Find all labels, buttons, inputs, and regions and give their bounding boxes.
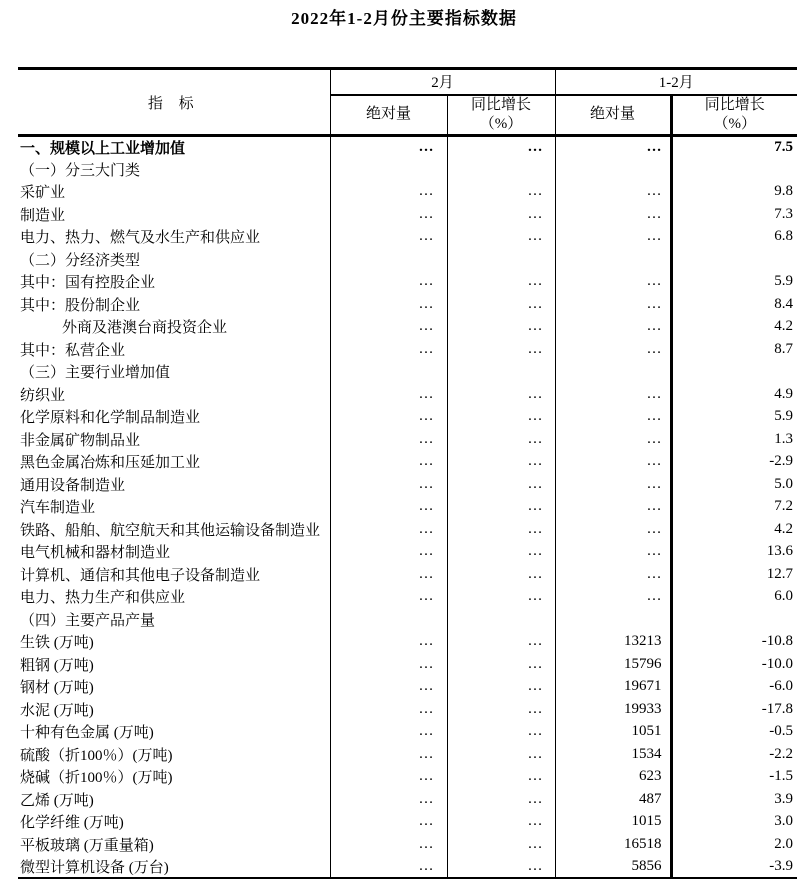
table-row <box>18 608 797 631</box>
header-group-row <box>18 69 797 95</box>
row-label: 钢材 (万吨) <box>20 680 94 697</box>
janfeb-yoy-cell: -0.5 <box>671 721 797 744</box>
feb-absolute-cell: … <box>330 226 447 249</box>
feb-absolute-header: 绝对量 <box>330 95 447 136</box>
feb-yoy-cell: … <box>447 721 555 744</box>
table-row <box>18 676 797 699</box>
row-label: 制造业 <box>20 207 66 224</box>
feb-yoy-header <box>447 95 555 136</box>
janfeb-yoy-cell: 1.3 <box>671 428 797 451</box>
table-row <box>18 698 797 721</box>
feb-yoy-cell: … <box>447 271 555 294</box>
janfeb-absolute-cell: … <box>555 496 671 519</box>
janfeb-yoy-cell: -3.9 <box>671 856 797 879</box>
row-label: 十种有色金属 (万吨) <box>20 725 154 742</box>
feb-yoy-cell: … <box>447 226 555 249</box>
janfeb-absolute-cell <box>555 361 671 384</box>
table-row <box>18 361 797 384</box>
table-row <box>18 338 797 361</box>
row-label: 水泥 (万吨) <box>20 702 94 719</box>
feb-yoy-cell: … <box>447 451 555 474</box>
table-row <box>18 248 797 271</box>
feb-absolute-cell: … <box>330 316 447 339</box>
feb-yoy-cell: … <box>447 833 555 856</box>
table-row <box>18 856 797 879</box>
janfeb-absolute-cell: 19933 <box>555 698 671 721</box>
janfeb-absolute-cell: 1534 <box>555 743 671 766</box>
feb-absolute-cell: … <box>330 271 447 294</box>
table-row <box>18 451 797 474</box>
feb-yoy-cell: … <box>447 383 555 406</box>
feb-absolute-cell: … <box>330 833 447 856</box>
table-row <box>18 811 797 834</box>
janfeb-yoy-cell: -2.9 <box>671 451 797 474</box>
janfeb-absolute-cell <box>555 608 671 631</box>
janfeb-yoy-header <box>671 95 797 136</box>
janfeb-group-header: 1-2月 <box>555 69 797 95</box>
janfeb-absolute-cell: … <box>555 541 671 564</box>
janfeb-yoy-cell: -2.2 <box>671 743 797 766</box>
feb-yoy-cell: … <box>447 406 555 429</box>
janfeb-yoy-cell: 13.6 <box>671 541 797 564</box>
feb-absolute-cell: … <box>330 653 447 676</box>
table-row <box>18 136 797 159</box>
table-row <box>18 473 797 496</box>
janfeb-yoy-cell <box>671 158 797 181</box>
janfeb-absolute-cell: 13213 <box>555 631 671 654</box>
janfeb-yoy-cell: 6.0 <box>671 586 797 609</box>
janfeb-absolute-cell: 5856 <box>555 856 671 879</box>
feb-absolute-cell: … <box>330 743 447 766</box>
row-label: 硫酸（折100％）(万吨) <box>20 747 173 764</box>
janfeb-absolute-cell: … <box>555 383 671 406</box>
table-row <box>18 383 797 406</box>
feb-yoy-cell: … <box>447 473 555 496</box>
feb-yoy-cell: … <box>447 203 555 226</box>
feb-yoy-cell <box>447 248 555 271</box>
feb-yoy-cell: … <box>447 541 555 564</box>
janfeb-absolute-cell <box>555 248 671 271</box>
row-label: 黑色金属冶炼和压延加工业 <box>20 455 201 472</box>
indicators-table <box>18 67 797 879</box>
row-label: 其中：股份制企业 <box>20 297 141 314</box>
janfeb-absolute-cell: 19671 <box>555 676 671 699</box>
table-row <box>18 541 797 564</box>
table-row <box>18 181 797 204</box>
feb-absolute-cell: … <box>330 496 447 519</box>
feb-yoy-cell: … <box>447 653 555 676</box>
feb-absolute-cell: … <box>330 473 447 496</box>
janfeb-absolute-cell: … <box>555 518 671 541</box>
janfeb-yoy-cell: -1.5 <box>671 766 797 789</box>
janfeb-yoy-cell: 8.4 <box>671 293 797 316</box>
feb-absolute-cell: … <box>330 586 447 609</box>
janfeb-absolute-cell: 623 <box>555 766 671 789</box>
row-label: （二）分经济类型 <box>20 252 141 269</box>
row-label: 烧碱（折100％）(万吨) <box>20 770 173 787</box>
row-label: 平板玻璃 (万重量箱) <box>20 837 154 854</box>
table-row <box>18 518 797 541</box>
table-header <box>18 69 797 136</box>
janfeb-absolute-cell: … <box>555 136 671 159</box>
feb-absolute-cell: … <box>330 451 447 474</box>
janfeb-yoy-cell: 3.9 <box>671 788 797 811</box>
janfeb-absolute-cell: … <box>555 293 671 316</box>
janfeb-yoy-cell: 4.2 <box>671 518 797 541</box>
feb-absolute-cell: … <box>330 406 447 429</box>
row-label: 采矿业 <box>20 185 66 202</box>
janfeb-yoy-cell: 7.2 <box>671 496 797 519</box>
yoy-header-line1: 同比增长 <box>704 96 765 113</box>
table-row <box>18 563 797 586</box>
yoy-header-line2: （%） <box>713 115 757 132</box>
feb-yoy-cell: … <box>447 743 555 766</box>
janfeb-yoy-cell <box>671 248 797 271</box>
row-label: 微型计算机设备 (万台) <box>20 859 169 876</box>
feb-absolute-cell: … <box>330 721 447 744</box>
janfeb-yoy-cell: -6.0 <box>671 676 797 699</box>
table-row <box>18 316 797 339</box>
table-row <box>18 496 797 519</box>
janfeb-yoy-cell: 2.0 <box>671 833 797 856</box>
janfeb-yoy-cell: -10.0 <box>671 653 797 676</box>
janfeb-yoy-cell: 5.0 <box>671 473 797 496</box>
table-row <box>18 226 797 249</box>
janfeb-yoy-cell: 12.7 <box>671 563 797 586</box>
feb-absolute-cell: … <box>330 518 447 541</box>
feb-yoy-cell: … <box>447 316 555 339</box>
feb-yoy-cell: … <box>447 676 555 699</box>
table-row <box>18 293 797 316</box>
janfeb-absolute-cell: … <box>555 428 671 451</box>
row-label: （一）分三大门类 <box>20 162 141 179</box>
table-row <box>18 653 797 676</box>
table-row <box>18 631 797 654</box>
feb-absolute-cell: … <box>330 766 447 789</box>
table-row <box>18 721 797 744</box>
feb-absolute-cell: … <box>330 136 447 159</box>
janfeb-absolute-cell: … <box>555 586 671 609</box>
row-label: 通用设备制造业 <box>20 477 126 494</box>
janfeb-absolute-cell: 1051 <box>555 721 671 744</box>
janfeb-yoy-cell: 5.9 <box>671 406 797 429</box>
janfeb-absolute-cell: 15796 <box>555 653 671 676</box>
row-label: 电气机械和器材制造业 <box>20 545 171 562</box>
table-row <box>18 586 797 609</box>
row-label: 粗钢 (万吨) <box>20 657 94 674</box>
feb-absolute-cell: … <box>330 856 447 879</box>
feb-absolute-cell: … <box>330 676 447 699</box>
feb-absolute-cell: … <box>330 383 447 406</box>
feb-yoy-cell: … <box>447 496 555 519</box>
janfeb-yoy-cell: 4.2 <box>671 316 797 339</box>
row-label: （三）主要行业增加值 <box>20 365 171 382</box>
row-label: 其中：私营企业 <box>20 342 126 359</box>
row-label: 电力、热力、燃气及水生产和供应业 <box>20 230 261 247</box>
feb-absolute-cell: … <box>330 203 447 226</box>
janfeb-absolute-cell: 487 <box>555 788 671 811</box>
feb-absolute-cell: … <box>330 293 447 316</box>
janfeb-yoy-cell <box>671 361 797 384</box>
janfeb-absolute-cell: 16518 <box>555 833 671 856</box>
feb-absolute-cell: … <box>330 541 447 564</box>
feb-yoy-cell: … <box>447 811 555 834</box>
table-row <box>18 158 797 181</box>
row-label: 计算机、通信和其他电子设备制造业 <box>20 567 261 584</box>
janfeb-yoy-cell: -10.8 <box>671 631 797 654</box>
feb-yoy-cell <box>447 361 555 384</box>
janfeb-absolute-cell: … <box>555 316 671 339</box>
feb-yoy-cell <box>447 608 555 631</box>
feb-absolute-cell: … <box>330 181 447 204</box>
janfeb-yoy-cell: -17.8 <box>671 698 797 721</box>
feb-absolute-cell: … <box>330 631 447 654</box>
feb-yoy-cell: … <box>447 631 555 654</box>
table-row <box>18 743 797 766</box>
janfeb-absolute-cell <box>555 158 671 181</box>
feb-yoy-cell: … <box>447 856 555 879</box>
janfeb-absolute-cell: … <box>555 451 671 474</box>
page-title: 2022年1-2月份主要指标数据 <box>291 9 517 28</box>
row-label: （四）主要产品产量 <box>20 612 156 629</box>
feb-absolute-cell <box>330 248 447 271</box>
row-label: 非金属矿物制品业 <box>20 432 141 449</box>
feb-absolute-cell: … <box>330 811 447 834</box>
janfeb-yoy-cell: 9.8 <box>671 181 797 204</box>
feb-yoy-cell <box>447 158 555 181</box>
feb-yoy-cell: … <box>447 586 555 609</box>
janfeb-absolute-cell: 1015 <box>555 811 671 834</box>
janfeb-absolute-cell: … <box>555 338 671 361</box>
janfeb-yoy-cell: 7.5 <box>671 136 797 159</box>
feb-yoy-cell: … <box>447 563 555 586</box>
feb-yoy-cell: … <box>447 136 555 159</box>
feb-absolute-cell: … <box>330 698 447 721</box>
table-row <box>18 271 797 294</box>
row-label: 其中：国有控股企业 <box>20 275 156 292</box>
janfeb-absolute-header: 绝对量 <box>555 95 671 136</box>
feb-absolute-cell: … <box>330 428 447 451</box>
janfeb-yoy-cell: 5.9 <box>671 271 797 294</box>
janfeb-absolute-cell: … <box>555 226 671 249</box>
feb-absolute-cell <box>330 608 447 631</box>
janfeb-yoy-cell: 7.3 <box>671 203 797 226</box>
feb-yoy-cell: … <box>447 766 555 789</box>
table-row <box>18 833 797 856</box>
feb-yoy-cell: … <box>447 698 555 721</box>
janfeb-yoy-cell: 6.8 <box>671 226 797 249</box>
table-row <box>18 428 797 451</box>
table-row <box>18 406 797 429</box>
janfeb-absolute-cell: … <box>555 203 671 226</box>
feb-absolute-cell: … <box>330 788 447 811</box>
row-label: 汽车制造业 <box>20 500 96 517</box>
feb-yoy-cell: … <box>447 181 555 204</box>
table-row <box>18 788 797 811</box>
yoy-header-line1: 同比增长 <box>471 96 532 113</box>
janfeb-absolute-cell: … <box>555 181 671 204</box>
janfeb-absolute-cell: … <box>555 271 671 294</box>
row-label: 外商及港澳台商投资企业 <box>62 320 228 337</box>
table-row <box>18 766 797 789</box>
janfeb-absolute-cell: … <box>555 406 671 429</box>
table-body <box>18 136 797 879</box>
feb-yoy-cell: … <box>447 518 555 541</box>
feb-yoy-cell: … <box>447 293 555 316</box>
feb-absolute-cell <box>330 361 447 384</box>
feb-yoy-cell: … <box>447 338 555 361</box>
feb-absolute-cell: … <box>330 338 447 361</box>
janfeb-yoy-cell: 8.7 <box>671 338 797 361</box>
row-label: 铁路、船舶、航空航天和其他运输设备制造业 <box>20 522 321 539</box>
feb-yoy-cell: … <box>447 788 555 811</box>
feb-absolute-cell: … <box>330 563 447 586</box>
janfeb-yoy-cell: 3.0 <box>671 811 797 834</box>
row-label: 乙烯 (万吨) <box>20 792 94 809</box>
yoy-header-line2: （%） <box>479 115 523 132</box>
janfeb-yoy-cell: 4.9 <box>671 383 797 406</box>
indicator-column-header: 指 标 <box>18 69 330 136</box>
janfeb-absolute-cell: … <box>555 473 671 496</box>
row-label: 纺织业 <box>20 387 66 404</box>
feb-group-header: 2月 <box>330 69 555 95</box>
janfeb-yoy-cell <box>671 608 797 631</box>
row-label: 一、规模以上工业增加值 <box>20 141 186 157</box>
feb-absolute-cell <box>330 158 447 181</box>
row-label: 生铁 (万吨) <box>20 635 94 652</box>
row-label: 电力、热力生产和供应业 <box>20 590 186 607</box>
row-label: 化学纤维 (万吨) <box>20 815 124 832</box>
feb-yoy-cell: … <box>447 428 555 451</box>
janfeb-absolute-cell: … <box>555 563 671 586</box>
table-row <box>18 203 797 226</box>
row-label: 化学原料和化学制品制造业 <box>20 410 201 427</box>
